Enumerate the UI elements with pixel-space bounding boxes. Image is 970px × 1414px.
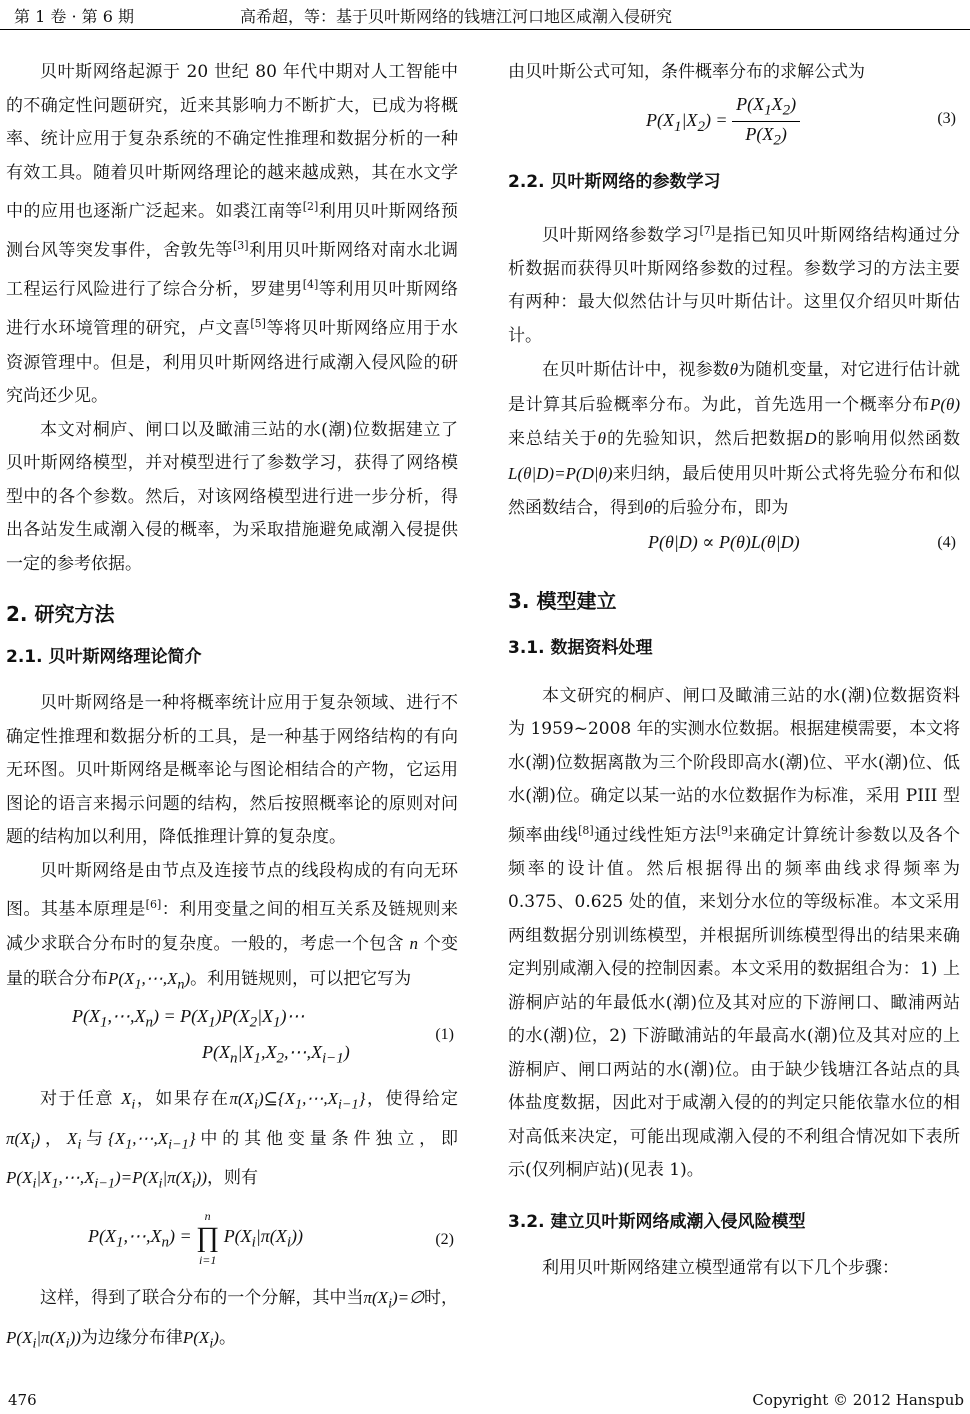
paragraph-bn-intro: 贝叶斯网络是一种将概率统计应用于复杂领域、进行不确定性推理和数据分析的工具，是一种基于网络结构的有向无环图。贝叶斯网络是概率论与图论相结合的产物，它运用图论的语言来揭示问题的结构，然后按照概率论的原则对问题的结构加以利用，降低推理计算的复杂度。 (6, 693, 458, 848)
header-rule (0, 29, 970, 30)
equation-2 (6, 1201, 458, 1281)
section-heading-2-1: 2.1. 贝叶斯网络理论简介 (6, 647, 202, 668)
running-title: 高希超，等：基于贝叶斯网络的钱塘江河口地区咸潮入侵研究 (240, 7, 673, 26)
equation-4-body: P(θ|D) ∝ P(θ)L(θ|D) (648, 531, 800, 552)
equation-4-number: (4) (937, 533, 956, 551)
running-header (0, 0, 970, 30)
section-heading-3-2: 3.2. 建立贝叶斯网络咸潮入侵风险模型 (508, 1211, 806, 1232)
equation-3-body: $P(X_1|X_2)$ = $\frac{P(X_1X_2)}{P(X_2)}$ (646, 94, 800, 150)
paragraph-bayes-formula: 由贝叶斯公式可知，条件概率分布的求解公式为 (508, 62, 865, 82)
equation-1-line-1: $P(X_1,\cdots,X_n)$ = $P(X_1)P(X_2|X_1)\cdots$ (72, 1005, 305, 1031)
citation-9[interactable]: [9] (716, 823, 733, 837)
paragraph-intro-1: 贝叶斯网络起源于 20 世纪 80 年代中期对人工智能中的不确定性问题研究，近来其影响力不断扩大，已成为将概率、统计应用于复杂系统的不确定性推理和数据分析的一种有效工具。随着贝叶斯网络理论的越来越成熟，其在水文学中的应用也逐渐广泛起来。如裘江南等[2]利用贝叶斯网络预测台风等突发事件，舍敦先等[3]利用贝叶斯网络对南水北调工程运行风险进行了综合分析，罗建男[4]等利用贝叶斯网络进行水环境管理的研究，卢文喜[5]等将贝叶斯网络应用于水资源管理中。但是，利用贝叶斯网络进行咸潮入侵风险的研究尚还少见。 (6, 62, 459, 407)
left-column (6, 56, 458, 1361)
paragraph-bayesian-estimation: 在贝叶斯估计中，视参数θ为随机变量，对它进行估计就是计算其后验概率分布。为此，首先选用一个概率分布P(θ)来总结关于θ的先验知识，然后把数据D的影响用似然函数L(θ|D)=P(D|θ)来归纳，最后使用贝叶斯公式将先验分布和似然函数结合，得到θ的后验分布，即为 (508, 360, 961, 519)
page-number: 476 (8, 1391, 37, 1409)
section-heading-2: 2. 研究方法 (6, 602, 115, 627)
paragraph-bn-principle: 贝叶斯网络是由节点及连接节点的线段构成的有向无环图。其基本原理是[6]：利用变量之间的相互关系及链规则来减少求联合分布时的复杂度。一般的，考虑一个包含 n 个变量的联合分布$P(X_1,\cdots,X_n)$。利用链规则，可以把它写为 (6, 860, 459, 993)
citation-7[interactable]: [7] (699, 223, 716, 237)
equation-1-line-2: $P(X_n|X_1,X_2,\cdots,X_{i-1})$ (202, 1041, 350, 1067)
paragraph-conditional-independence: 对于任意 $X_i$，如果存在$\pi(X_i)⊆\{X_1,\cdots,X_{i-1}\}$，使得给定$\pi(X_i)$，$X_i$与$\{X_1,\cdots,X_{i-1}\}$中的其他变量条件独立，即$P(X_i|X_1,\cdots,X_{i-1})=P(X_i|\pi(X_i))$，则有 (6, 1088, 459, 1192)
citation-2[interactable]: [2] (302, 200, 319, 213)
citation-8[interactable]: [8] (578, 823, 594, 837)
paragraph-data-processing: 本文研究的桐庐、闸口及瞰浦三站的水(潮)位数据资料为 1959~2008 年的实测水位数据。根据建模需要，本文将水(潮)位数据离散为三个阶段即高水(潮)位、平水(潮)位、低水(潮)位。确定以某一站的水位数据作为标准，采用 PIII 型频率曲线[8]通过线性矩方法[9]来确定计算统计参数以及各个频率的设计值。然后根据得出的频率曲线求得频率为 0.375、0.625 处的值，来划分水位的等级标准。本文采用两组数据分别训练模型，并根据所训练模型得出的结果来确定判别咸潮入侵的控制因素。本文采用的数据组合为：1) 上游桐庐站的年最低水(潮)位及其对应的下游闸口、瞰浦两站的水(潮)位，2) 下游瞰浦站的年最高水(潮)位及其对应的上游桐庐、闸口两站的水(潮)位。由于缺少钱塘江各站点的具体盐度数据，因此对于咸潮入侵的的判定只能依靠水位的相对高低来决定，可能出现咸潮入侵的不利组合情况如下表所示(仅列桐庐站)(见表 1)。 (508, 685, 961, 1181)
paragraph-decomposition: 这样，得到了联合分布的一个分解，其中当$\pi(X_i)=\emptyset$时，$P(X_i|\pi(X_i))$为边缘分布律$P(X_i)$。 (6, 1288, 459, 1352)
section-heading-3: 3. 模型建立 (508, 588, 617, 613)
citation-4[interactable]: [4] (302, 278, 319, 292)
equation-3 (508, 90, 960, 162)
section-heading-3-1: 3.1. 数据资料处理 (508, 637, 653, 658)
equation-3-number: (3) (937, 109, 956, 127)
equation-1-number: (1) (435, 1025, 454, 1043)
right-column (508, 56, 960, 1285)
section-heading-2-2: 2.2. 贝叶斯网络的参数学习 (508, 171, 721, 192)
citation-6[interactable]: [6] (145, 898, 162, 912)
copyright-notice: Copyright © 2012 Hanspub (752, 1391, 964, 1409)
paragraph-parameter-learning: 贝叶斯网络参数学习[7]是指已知贝叶斯网络结构通过分析数据而获得贝叶斯网络参数的过程。参数学习的方法主要有两种：最大似然估计与贝叶斯估计。这里仅介绍贝叶斯估计。 (508, 223, 961, 346)
citation-5[interactable]: [5] (250, 317, 266, 331)
paragraph-intro-2: 本文对桐庐、闸口以及瞰浦三站的水(潮)位数据建立了贝叶斯网络模型，并对模型进行了参数学习，获得了网络模型中的各个参数。然后，对该网络模型进行进一步分析，得出各站发生咸潮入侵的概率，为采取措施避免咸潮入侵提供一定的参考依据。 (6, 419, 458, 574)
equation-1 (6, 1002, 458, 1082)
equation-2-body: $P(X_1,\cdots,X_n)$ = n ∏ i=1 $P(X_i|\pi(X_i))$ (88, 1209, 303, 1268)
equation-4 (508, 526, 960, 572)
citation-3[interactable]: [3] (232, 239, 249, 253)
equation-2-number: (2) (435, 1231, 454, 1249)
journal-volume-issue: 第 1 卷 · 第 6 期 (14, 7, 134, 26)
paragraph-model-steps: 利用贝叶斯网络建立模型通常有以下几个步骤： (542, 1257, 899, 1278)
